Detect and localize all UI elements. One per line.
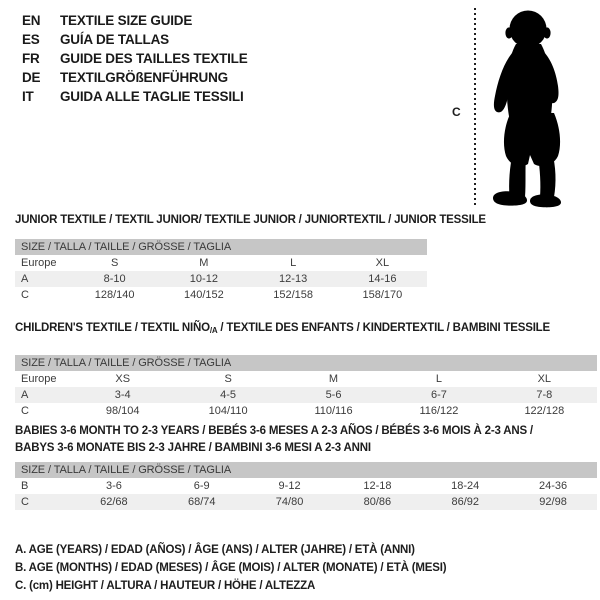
row-label: A xyxy=(21,389,29,401)
row-label: Europe xyxy=(21,373,57,385)
size-cell: 3-4 xyxy=(114,389,131,401)
table-row xyxy=(15,287,427,303)
size-cell: XL xyxy=(375,257,390,269)
lang-code: FR xyxy=(22,51,40,66)
lang-text: TEXTILE SIZE GUIDE xyxy=(60,13,193,28)
size-cell: L xyxy=(435,373,442,385)
size-cell: 140/152 xyxy=(183,289,224,301)
footnote-a: A. AGE (YEARS) / EDAD (AÑOS) / ÂGE (ANS) / ALTER (JAHRE) / ETÀ (ANNI) xyxy=(15,544,415,556)
children-title-suffix: / TEXTILE DES ENFANTS / KINDERTEXTIL / BAMBINI TESSILE xyxy=(217,322,550,334)
row-label: C xyxy=(21,405,29,417)
size-cell: 6-7 xyxy=(430,389,447,401)
size-cell: 12-18 xyxy=(363,480,392,492)
size-cell: 122/128 xyxy=(524,405,565,417)
lang-code: DE xyxy=(22,70,41,85)
babies-title-line2: BABYS 3-6 MONATE BIS 2-3 JAHRE / BAMBINI 3-6 MESI A 2-3 ANNI xyxy=(15,442,371,454)
table-row xyxy=(15,403,597,419)
babies-title-line1: BABIES 3-6 MONTH TO 2-3 YEARS / BEBÉS 3-6 MESES A 2-3 AÑOS / BÉBÉS 3-6 MOIS À 2-3 ANS / xyxy=(15,425,533,437)
size-cell: 158/170 xyxy=(362,289,403,301)
size-cell: 3-6 xyxy=(105,480,122,492)
size-cell: 9-12 xyxy=(278,480,301,492)
babies-title xyxy=(15,423,597,457)
row-label: Europe xyxy=(21,257,57,269)
size-cell: XL xyxy=(537,373,552,385)
size-cell: 5-6 xyxy=(325,389,342,401)
table-header-bar: SIZE / TALLA / TAILLE / GRÖSSE / TAGLIA xyxy=(15,355,597,371)
size-cell: 92/98 xyxy=(539,496,567,508)
size-cell: XS xyxy=(115,373,131,385)
children-title-prefix: CHILDREN'S TEXTILE / TEXTIL NIÑO xyxy=(15,322,210,334)
footnotes xyxy=(15,541,446,595)
size-cell: 80/86 xyxy=(363,496,392,508)
row-label: C xyxy=(21,289,29,301)
lang-row-es xyxy=(22,30,248,49)
junior-title: JUNIOR TEXTILE / TEXTIL JUNIOR/ TEXTILE JUNIOR / JUNIORTEXTIL / JUNIOR TESSILE xyxy=(15,214,486,226)
baby-silhouette-icon xyxy=(479,8,571,208)
size-cell: 18-24 xyxy=(451,480,480,492)
table-row xyxy=(15,494,597,510)
children-title-sub: /A xyxy=(209,326,218,335)
junior-section xyxy=(15,213,486,303)
lang-text: TEXTILGRÖßENFÜHRUNG xyxy=(60,70,228,85)
children-size-table xyxy=(15,355,597,419)
row-label: C xyxy=(21,496,29,508)
size-cell: M xyxy=(199,257,209,269)
size-cell: 68/74 xyxy=(187,496,216,508)
language-header xyxy=(22,11,248,106)
size-cell: 116/122 xyxy=(419,405,459,417)
height-measure-dashed-line xyxy=(474,8,476,208)
table-row xyxy=(15,387,597,403)
lang-text: GUIDE DES TAILLES TEXTILE xyxy=(60,51,248,66)
lang-code: IT xyxy=(22,89,34,104)
size-cell: 128/140 xyxy=(94,289,135,301)
size-cell: 86/92 xyxy=(451,496,479,508)
lang-text: GUIDA ALLE TAGLIE TESSILI xyxy=(60,89,244,104)
junior-size-table xyxy=(15,239,427,303)
babies-size-table xyxy=(15,462,597,510)
children-section xyxy=(15,321,597,419)
table-row xyxy=(15,371,597,387)
lang-row-en xyxy=(22,11,248,30)
size-cell: 8-10 xyxy=(103,273,126,285)
lang-row-it xyxy=(22,87,248,106)
table-header-bar: SIZE / TALLA / TAILLE / GRÖSSE / TAGLIA xyxy=(15,462,597,478)
size-cell: 104/110 xyxy=(208,405,248,417)
size-cell: 24-36 xyxy=(538,480,568,492)
size-cell: 14-16 xyxy=(368,273,397,285)
size-cell: 62/68 xyxy=(100,496,128,508)
size-cell: 7-8 xyxy=(536,389,553,401)
size-cell: 74/80 xyxy=(275,496,304,508)
table-row xyxy=(15,478,597,494)
size-cell: 10-12 xyxy=(189,273,218,285)
size-cell: L xyxy=(290,257,297,269)
size-cell: 98/104 xyxy=(105,405,140,417)
table-row xyxy=(15,271,427,287)
lang-row-fr xyxy=(22,49,248,68)
row-label: A xyxy=(21,273,29,285)
size-cell: S xyxy=(110,257,119,269)
height-measure-label: C xyxy=(452,105,461,119)
lang-code: EN xyxy=(22,13,41,28)
lang-text: GUÍA DE TALLAS xyxy=(60,32,169,47)
lang-code: ES xyxy=(22,32,40,47)
size-cell: 152/158 xyxy=(273,289,313,301)
size-cell: M xyxy=(328,373,339,385)
lang-row-de xyxy=(22,68,248,87)
footnote-c: C. (cm) HEIGHT / ALTURA / HAUTEUR / HÖHE / ALTEZZA xyxy=(15,580,316,592)
row-label: B xyxy=(21,480,29,492)
table-row xyxy=(15,255,427,271)
babies-section xyxy=(15,423,597,510)
size-cell: S xyxy=(224,373,232,385)
size-cell: 12-13 xyxy=(279,273,308,285)
children-title xyxy=(15,321,597,338)
size-cell: 6-9 xyxy=(193,480,210,492)
size-cell: 110/116 xyxy=(314,405,353,417)
size-cell: 4-5 xyxy=(220,389,237,401)
footnote-b: B. AGE (MONTHS) / EDAD (MESES) / ÂGE (MOIS) / ALTER (MONATE) / ETÀ (MESI) xyxy=(15,562,447,574)
table-header-bar: SIZE / TALLA / TAILLE / GRÖSSE / TAGLIA xyxy=(15,239,427,255)
